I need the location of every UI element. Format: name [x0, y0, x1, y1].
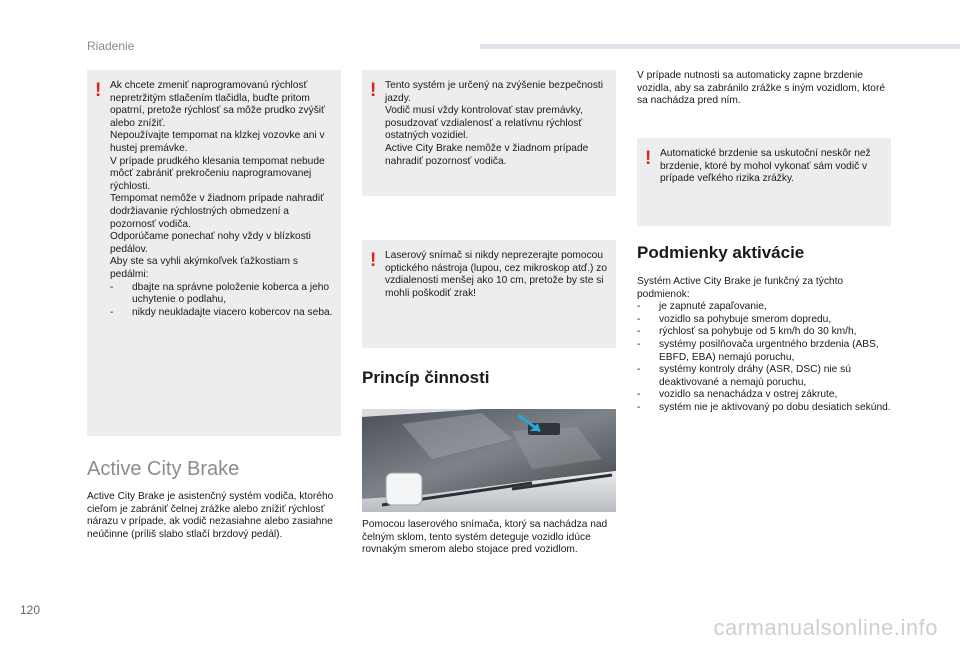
- braking-warning: [637, 138, 891, 226]
- list-item: - systém nie je aktivovaný po dobu desiatich sekúnd.: [637, 402, 895, 415]
- automatic-braking-intro: V prípade nutnosti sa automaticky zapne brzdenie vozidla, aby sa zabránilo zrážke s iným vozidlom, ktoré sa nachádza pred ním.: [637, 70, 885, 107]
- laser-warning: [362, 240, 616, 348]
- section-label: Riadenie: [87, 39, 135, 53]
- page-number: 120: [20, 603, 41, 617]
- windscreen-laser-sensor-icon: [362, 409, 616, 512]
- list-item: - vozidlo sa nenachádza v ostrej zákrute,: [637, 389, 895, 402]
- list-item: - dbajte na správne položenie koberca a jeho uchytenie o podlahu,: [110, 282, 333, 307]
- activation-conditions: [637, 276, 895, 415]
- heading-activation-conditions: Podmienky aktivácie: [637, 243, 805, 262]
- warning-icon: !: [645, 148, 652, 169]
- list-item: - nikdy neukladajte viacero kobercov na seba.: [110, 307, 333, 320]
- warning-icon: !: [370, 250, 377, 271]
- heading-active-city-brake: Active City Brake: [87, 458, 240, 480]
- principle-caption: Pomocou laserového snímača, ktorý sa nachádza nad čelným sklom, tento systém deteguje vozidlo idúce rovnakým smerom alebo stojace pred vozidlom.: [362, 519, 608, 556]
- warning-line: Laserový snímač si nikdy neprezerajte pomocou optického nástroja (lupou, cez mikroskop atď.) zo vzdialenosti menšej ako 10 cm, pretože by ste si mohli poškodiť zrak!: [385, 250, 608, 299]
- warning-line: Tempomat nemôže v žiadnom prípade nahradiť dodržiavanie rýchlostných obmedzení a pozornosť vodiča.: [110, 193, 324, 230]
- header-rule: [480, 44, 960, 49]
- list-item: - systémy kontroly dráhy (ASR, DSC) nie sú deaktivované a nemajú poruchu,: [637, 364, 895, 389]
- pedal-list: [110, 282, 333, 320]
- warning-line: Aby ste sa vyhli akýmkoľvek ťažkostiam s pedálmi:: [110, 256, 298, 280]
- warning-icon: !: [95, 80, 102, 101]
- warning-line: V prípade prudkého klesania tempomat nebude môcť zabrániť prekročeniu naprogramovanej rýchlosti.: [110, 155, 325, 192]
- list-item: - systémy posilňovača urgentného brzdenia (ABS, EBFD, EBA) nemajú poruchu,: [637, 339, 895, 364]
- warning-line: Nepoužívajte tempomat na klzkej vozovke ani v hustej premávke.: [110, 130, 325, 154]
- conditions-lead: Systém Active City Brake je funkčný za týchto podmienok:: [637, 276, 844, 300]
- warning-line: Tento systém je určený na zvýšenie bezpečnosti jazdy.: [385, 80, 604, 104]
- warning-line: Odporúčame ponechať nohy vždy v blízkosti pedálov.: [110, 231, 311, 255]
- warning-icon: !: [370, 80, 377, 101]
- safety-warning: [362, 70, 616, 196]
- cruise-control-warning: [87, 70, 341, 436]
- windscreen-illustration: [362, 409, 616, 512]
- active-city-brake-description: Active City Brake je asistenčný systém vodiča, ktorého cieľom je zabrániť čelnej zrážke alebo znížiť rýchlosť nárazu v prípade, ak vodič nezasiahne alebo zasiahne neúčinne (príliš slabo stlačí brzdový pedál).: [87, 491, 334, 540]
- list-item: - vozidlo sa pohybuje smerom dopredu,: [637, 314, 895, 327]
- warning-line: Automatické brzdenie sa uskutoční neskôr než brzdenie, ktoré by mohol vykonať sám vodič v prípade veľkého rizika zrážky.: [660, 148, 871, 185]
- heading-principle: Princíp činnosti: [362, 368, 490, 387]
- warning-line: Ak chcete zmeniť naprogramovanú rýchlosť nepretržitým stlačením tlačidla, buďte pritom opatrní, pretože rýchlosť sa môže prudko zvýšiť alebo znížiť.: [110, 80, 325, 129]
- list-item: - je zapnuté zapaľovanie,: [637, 301, 895, 314]
- warning-line: Active City Brake nemôže v žiadnom prípade nahradiť pozornosť vodiča.: [385, 142, 589, 167]
- warning-line: Vodič musí vždy kontrolovať stav premávky, posudzovať vzdialenosť a relatívnu rýchlosť ostatných vozidiel.: [385, 105, 583, 142]
- list-item: - rýchlosť sa pohybuje od 5 km/h do 30 km/h,: [637, 326, 895, 339]
- watermark: carmanualsonline.info: [713, 615, 938, 640]
- conditions-list: [637, 301, 895, 414]
